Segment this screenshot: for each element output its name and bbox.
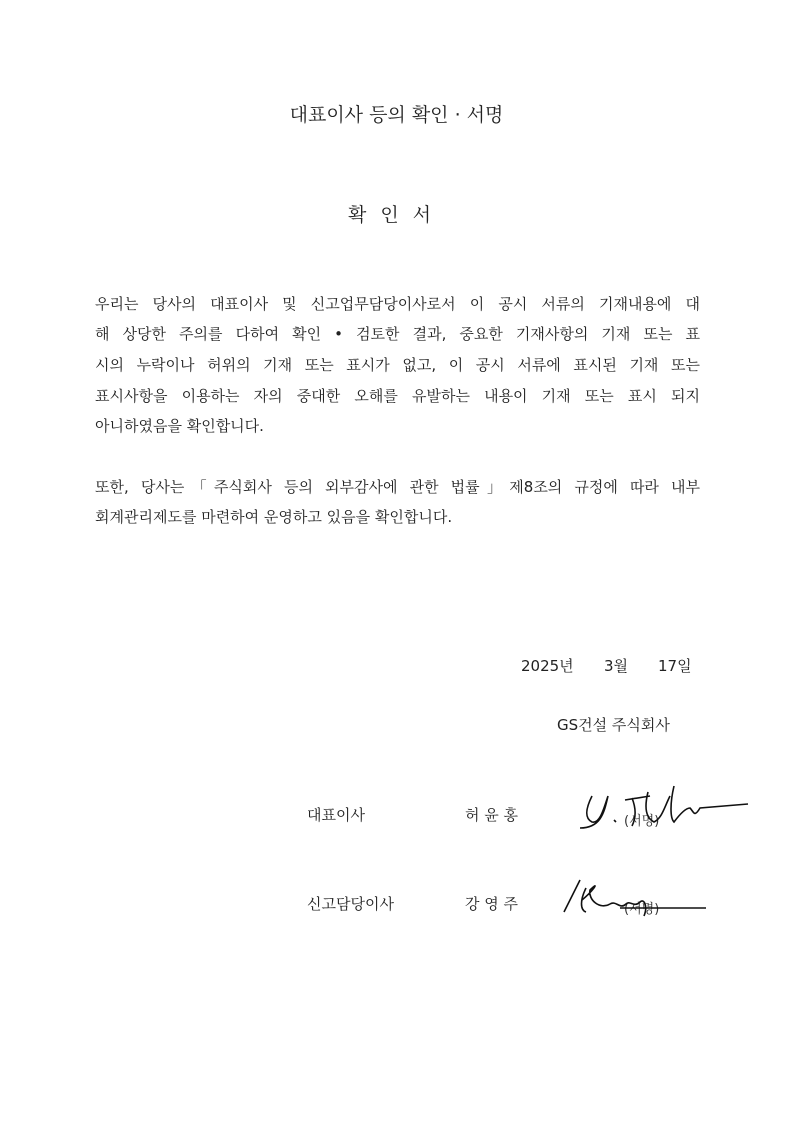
- paragraph-line: 회계관리제도를 마련하여 운영하고 있음을 확인합니다.: [95, 508, 453, 526]
- paragraph-line: 아니하였음을 확인합니다.: [95, 417, 264, 435]
- paragraph-line: 우리는 당사의 대표이사 및 신고업무담당이사로서 이 공시 서류의 기재내용에 대: [95, 295, 700, 313]
- date-month: 3월: [604, 657, 629, 675]
- paragraph-line: 표시사항을 이용하는 자의 중대한 오해를 유발하는 내용이 기재 또는 표시 되지: [95, 387, 700, 405]
- paragraph-line: 해 상당한 주의를 다하여 확인 • 검토한 결과, 중요한 기재사항의 기재 또는 표: [95, 325, 700, 343]
- sign-label: (서명): [624, 814, 660, 829]
- signature-image: [570, 778, 750, 838]
- signatory-role: 신고담당이사: [307, 895, 394, 913]
- signatory-name: 허 윤 홍: [465, 806, 519, 824]
- document-title: 대표이사 등의 확인 · 서명: [289, 104, 504, 126]
- date-day: 17일: [658, 657, 692, 675]
- paragraph-line: 또한, 당사는「주식회사 등의 외부감사에 관한 법률」제8조의 규정에 따라 내부: [95, 478, 700, 496]
- paragraph-line: 시의 누락이나 허위의 기재 또는 표시가 없고, 이 공시 서류에 표시된 기재 또는: [95, 356, 700, 374]
- company-name: GS건설 주식회사: [557, 716, 670, 734]
- sign-label: (서명): [624, 902, 660, 917]
- signatory-role: 대표이사: [307, 806, 365, 824]
- signatory-name: 강 영 주: [465, 895, 519, 913]
- document-subtitle: 확인서: [347, 204, 446, 226]
- date-year: 2025년: [521, 657, 574, 675]
- signature-image: [560, 870, 720, 930]
